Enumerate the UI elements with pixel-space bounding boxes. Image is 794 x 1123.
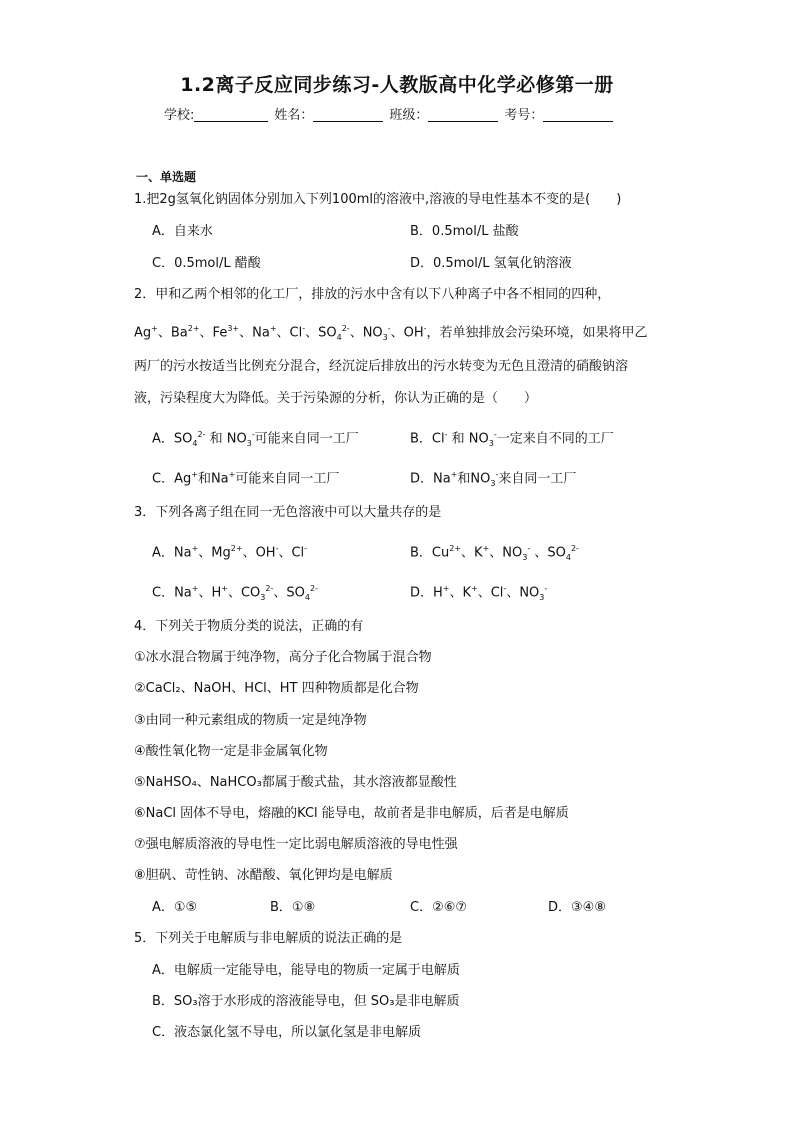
q2-option-a-tail: 可能来自同一工厂 bbox=[254, 431, 359, 447]
q3-stem: 3．下列各离子组在同一无色溶液中可以大量共存的是 bbox=[134, 505, 442, 520]
and-text: 和 bbox=[197, 471, 211, 487]
q2-option-b-tail: 一定来自不同的工厂 bbox=[496, 431, 614, 447]
q4-statement-2: ②CaCl₂、NaOH、HCl、HT 四种物质都是化合物 bbox=[134, 681, 419, 696]
q4-option-d[interactable]: D．③④⑧ bbox=[548, 900, 606, 915]
q1-option-b[interactable]: B．0.5mol/L 盐酸 bbox=[410, 224, 519, 239]
q5-option-a[interactable]: A．电解质一定能导电，能导电的物质一定属于电解质 bbox=[152, 963, 460, 978]
q2-option-d-tail: 来自同一工厂 bbox=[498, 471, 577, 487]
q2-line-2: Ag+、$Ba^{2+}$、$Fe^{3+}$、Na+、Cl-、$SO_4^{2-}$、$NO_3^-$、OH-，若单独排放会污染环境，如果将甲乙 bbox=[134, 324, 648, 342]
q4-option-b[interactable]: B．①⑧ bbox=[270, 900, 316, 915]
q2-line-1: 2．甲和乙两个相邻的化工厂，排放的污水中含有以下八种离子中各不相同的四种， bbox=[134, 287, 611, 302]
q4-statement-4: ④酸性氧化物一定是非金属氧化物 bbox=[134, 744, 328, 759]
q4-stem: 4．下列关于物质分类的说法，正确的有 bbox=[134, 619, 364, 634]
q2-option-c-tail: 可能来自同一工厂 bbox=[235, 471, 340, 487]
student-info-line bbox=[164, 104, 619, 123]
q5-option-c[interactable]: C．液态氯化氢不导电，所以氯化氢是非电解质 bbox=[152, 1025, 422, 1040]
q1-option-c[interactable]: C．0.5mol/L 醋酸 bbox=[152, 256, 261, 271]
q1-option-a[interactable]: A．自来水 bbox=[152, 224, 213, 239]
and-text: 和 bbox=[451, 431, 465, 447]
q5-option-b[interactable]: B．SO₃溶于水形成的溶液能导电，但 SO₃是非电解质 bbox=[152, 994, 460, 1009]
q2-line-2-tail: ，若单独排放会污染环境，如果将甲乙 bbox=[426, 325, 648, 341]
q4-option-a[interactable]: A．①⑤ bbox=[152, 900, 198, 915]
q5-stem: 5．下列关于电解质与非电解质的说法正确的是 bbox=[134, 931, 403, 946]
q1-stem: 1.把2g氢氧化钠固体分别加入下列100ml的溶液中,溶液的导电性基本不变的是( ) bbox=[134, 192, 622, 207]
and-text: 和 bbox=[457, 471, 471, 487]
q2-line-3: 两厂的污水按适当比例充分混合，经沉淀后排放出的污水转变为无色且澄清的硝酸钠溶 bbox=[134, 359, 629, 374]
q4-statement-6: ⑥NaCl 固体不导电，熔融的KCl 能导电，故前者是非电解质，后者是电解质 bbox=[134, 806, 569, 821]
q3-option-b[interactable]: B．$Cu^{2+}$、K+、$NO_3^-$ 、$SO_4^{2-}$ bbox=[410, 544, 579, 562]
page-title: 1.2离子反应同步练习-人教版高中化学必修第一册 bbox=[180, 74, 614, 96]
q3-option-c[interactable]: C．Na+、H+、$CO_3^{2-}$、$SO_4^{2-}$ bbox=[152, 584, 318, 602]
q2-option-b[interactable]: B．Cl- 和 $NO_3^-$一定来自不同的工厂 bbox=[410, 430, 614, 448]
q4-statement-1: ①冰水混合物属于纯净物，高分子化合物属于混合物 bbox=[134, 650, 432, 665]
q3-option-d[interactable]: D．H+、K+、Cl-、$NO_3^-$ bbox=[410, 584, 548, 602]
q2-option-d[interactable]: D．Na+和$NO_3^-$来自同一工厂 bbox=[410, 470, 577, 488]
q4-statement-7: ⑦强电解质溶液的导电性一定比弱电解质溶液的导电性强 bbox=[134, 837, 458, 852]
q2-option-a[interactable]: A．$SO_4^{2-}$ 和 $NO_3^-$可能来自同一工厂 bbox=[152, 430, 359, 448]
section-heading: 一、单选题 bbox=[136, 170, 197, 184]
exam-no-label: 考号： bbox=[504, 108, 544, 123]
q3-option-a[interactable]: A．Na+、$Mg^{2+}$、OH-、Cl- bbox=[152, 544, 308, 561]
school-blank[interactable] bbox=[194, 108, 268, 122]
name-label: 姓名： bbox=[274, 108, 314, 123]
q2-line-4: 液，污染程度大为降低。关于污染源的分析，你认为正确的是（ ） bbox=[134, 391, 538, 406]
q4-statement-5: ⑤NaHSO₄、NaHCO₃都属于酸式盐，其水溶液都显酸性 bbox=[134, 775, 457, 790]
q2-option-c[interactable]: C．Ag+和Na+可能来自同一工厂 bbox=[152, 470, 340, 487]
q4-statement-8: ⑧胆矾、苛性钠、冰醋酸、氧化钾均是电解质 bbox=[134, 868, 393, 883]
class-label: 班级： bbox=[389, 108, 429, 123]
q4-statement-3: ③由同一种元素组成的物质一定是纯净物 bbox=[134, 713, 367, 728]
q4-option-c[interactable]: C．②⑥⑦ bbox=[410, 900, 468, 915]
name-blank[interactable] bbox=[313, 108, 383, 122]
class-blank[interactable] bbox=[428, 108, 498, 122]
school-label: 学校: bbox=[164, 108, 195, 123]
and-text: 和 bbox=[209, 431, 223, 447]
exam-no-blank[interactable] bbox=[543, 108, 613, 122]
q1-option-d[interactable]: D．0.5mol/L 氢氧化钠溶液 bbox=[410, 256, 572, 271]
